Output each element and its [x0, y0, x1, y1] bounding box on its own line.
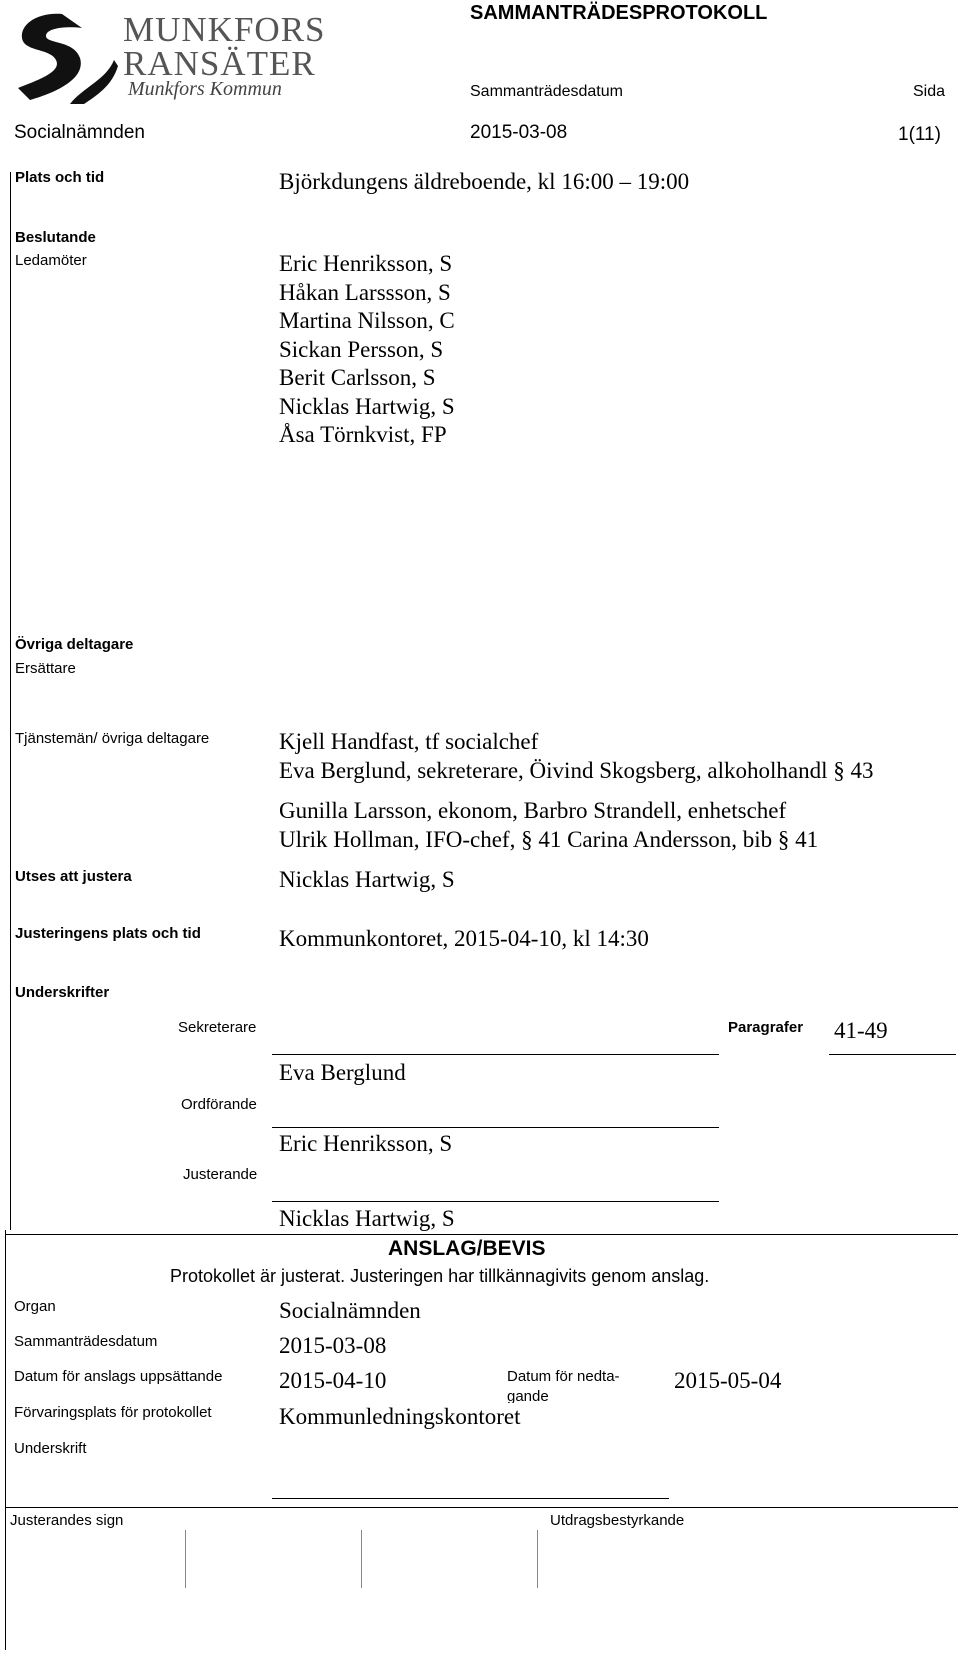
deciding-label: Beslutande	[15, 229, 96, 246]
member-name: Eric Henriksson, S	[279, 251, 453, 276]
signing-adjuster-name: Nicklas Hartwig, S	[279, 1206, 455, 1231]
storage-value: Kommunledningskontoret	[279, 1404, 521, 1429]
removal-value: 2015-05-04	[674, 1368, 782, 1393]
adjusters-sign-label: Justerandes sign	[10, 1512, 124, 1529]
adjuster-signature-line	[272, 1201, 719, 1202]
sign-box-divider	[361, 1530, 362, 1588]
storage-label: Förvaringsplats för protokollet	[14, 1404, 212, 1421]
adjuster-value: Nicklas Hartwig, S	[279, 867, 455, 892]
secretary-label: Sekreterare	[178, 1019, 257, 1036]
notice-heading: ANSLAG/BEVIS	[388, 1237, 546, 1260]
secretary-name: Eva Berglund	[279, 1060, 406, 1085]
header-date: 2015-03-08	[470, 122, 568, 143]
place-label: Plats och tid	[15, 169, 105, 186]
municipality-logo	[10, 8, 326, 104]
official-line: Eva Berglund, sekreterare, Öivind Skogsberg, alkoholhandl § 43	[279, 758, 874, 783]
adjust-place-label: Justeringens plats och tid	[15, 925, 201, 942]
notice-organ-value: Socialnämnden	[279, 1298, 421, 1323]
paragraphs-label: Paragrafer	[728, 1019, 804, 1036]
signatures-heading: Underskrifter	[15, 984, 110, 1001]
chair-name: Eric Henriksson, S	[279, 1131, 453, 1156]
header-date-label: Sammanträdesdatum	[470, 83, 623, 100]
header-page-number: 1(11)	[898, 124, 941, 145]
substitutes-label: Ersättare	[15, 660, 76, 677]
notice-signature-label: Underskrift	[14, 1440, 87, 1457]
member-name: Martina Nilsson, C	[279, 308, 455, 333]
header-organ: Socialnämnden	[14, 122, 145, 143]
member-name: Berit Carlsson, S	[279, 365, 436, 390]
removal-label-2: gande	[507, 1388, 549, 1403]
place-value: Björkdungens äldreboende, kl 16:00 – 19:00	[279, 169, 690, 194]
posted-label: Datum för anslags uppsättande	[14, 1368, 223, 1385]
footer-divider	[5, 1507, 958, 1508]
officials-label: Tjänstemän/ övriga deltagare	[15, 730, 210, 747]
left-border-bottom	[5, 1230, 6, 1650]
members-list	[279, 250, 455, 450]
official-line: Kjell Handfast, tf socialchef	[279, 729, 539, 754]
notice-date-value: 2015-03-08	[279, 1333, 387, 1358]
member-name: Sickan Persson, S	[279, 336, 444, 362]
logo-text-line2: RANSÄTER	[123, 44, 316, 83]
extract-cert-label: Utdragsbestyrkande	[550, 1512, 685, 1529]
logo-emblem-icon	[10, 8, 120, 104]
sign-box-divider	[185, 1530, 186, 1588]
logo-text-line1: MUNKFORS	[123, 10, 326, 49]
notice-statement: Protokollet är justerat. Justeringen har tillkännagivits genom anslag.	[170, 1266, 710, 1286]
member-name: Håkan Larssson, S	[279, 279, 451, 305]
document-title: SAMMANTRÄDESPROTOKOLL	[470, 2, 768, 24]
signing-adjuster-label: Justerande	[183, 1166, 258, 1183]
posted-value: 2015-04-10	[279, 1368, 387, 1393]
header-page-label: Sida	[913, 83, 946, 100]
chair-signature-line	[272, 1127, 719, 1128]
others-label: Övriga deltagare	[15, 636, 134, 653]
official-line: Ulrik Hollman, IFO-chef, § 41 Carina Andersson, bib § 41	[279, 827, 819, 852]
left-border-top	[10, 172, 11, 1230]
paragraphs-value: 41-49	[834, 1018, 888, 1043]
official-line: Gunilla Larsson, ekonom, Barbro Strandell, enhetschef	[279, 798, 787, 823]
notice-signature-line	[272, 1498, 669, 1499]
chair-label: Ordförande	[181, 1096, 257, 1113]
paragraphs-line	[829, 1054, 956, 1055]
notice-organ-label: Organ	[14, 1298, 56, 1315]
section-divider	[5, 1234, 958, 1235]
sign-box-divider	[537, 1530, 538, 1588]
member-name: Nicklas Hartwig, S	[279, 393, 455, 419]
members-label: Ledamöter	[15, 252, 87, 269]
notice-date-label: Sammanträdesdatum	[14, 1333, 158, 1350]
logo-text-line3: Munkfors Kommun	[128, 78, 282, 100]
removal-label-1: Datum för nedta-	[507, 1368, 620, 1385]
member-name: Åsa Törnkvist, FP	[279, 422, 447, 447]
adjuster-label: Utses att justera	[15, 868, 132, 885]
adjust-place-value: Kommunkontoret, 2015-04-10, kl 14:30	[279, 926, 649, 951]
secretary-signature-line	[272, 1054, 719, 1055]
